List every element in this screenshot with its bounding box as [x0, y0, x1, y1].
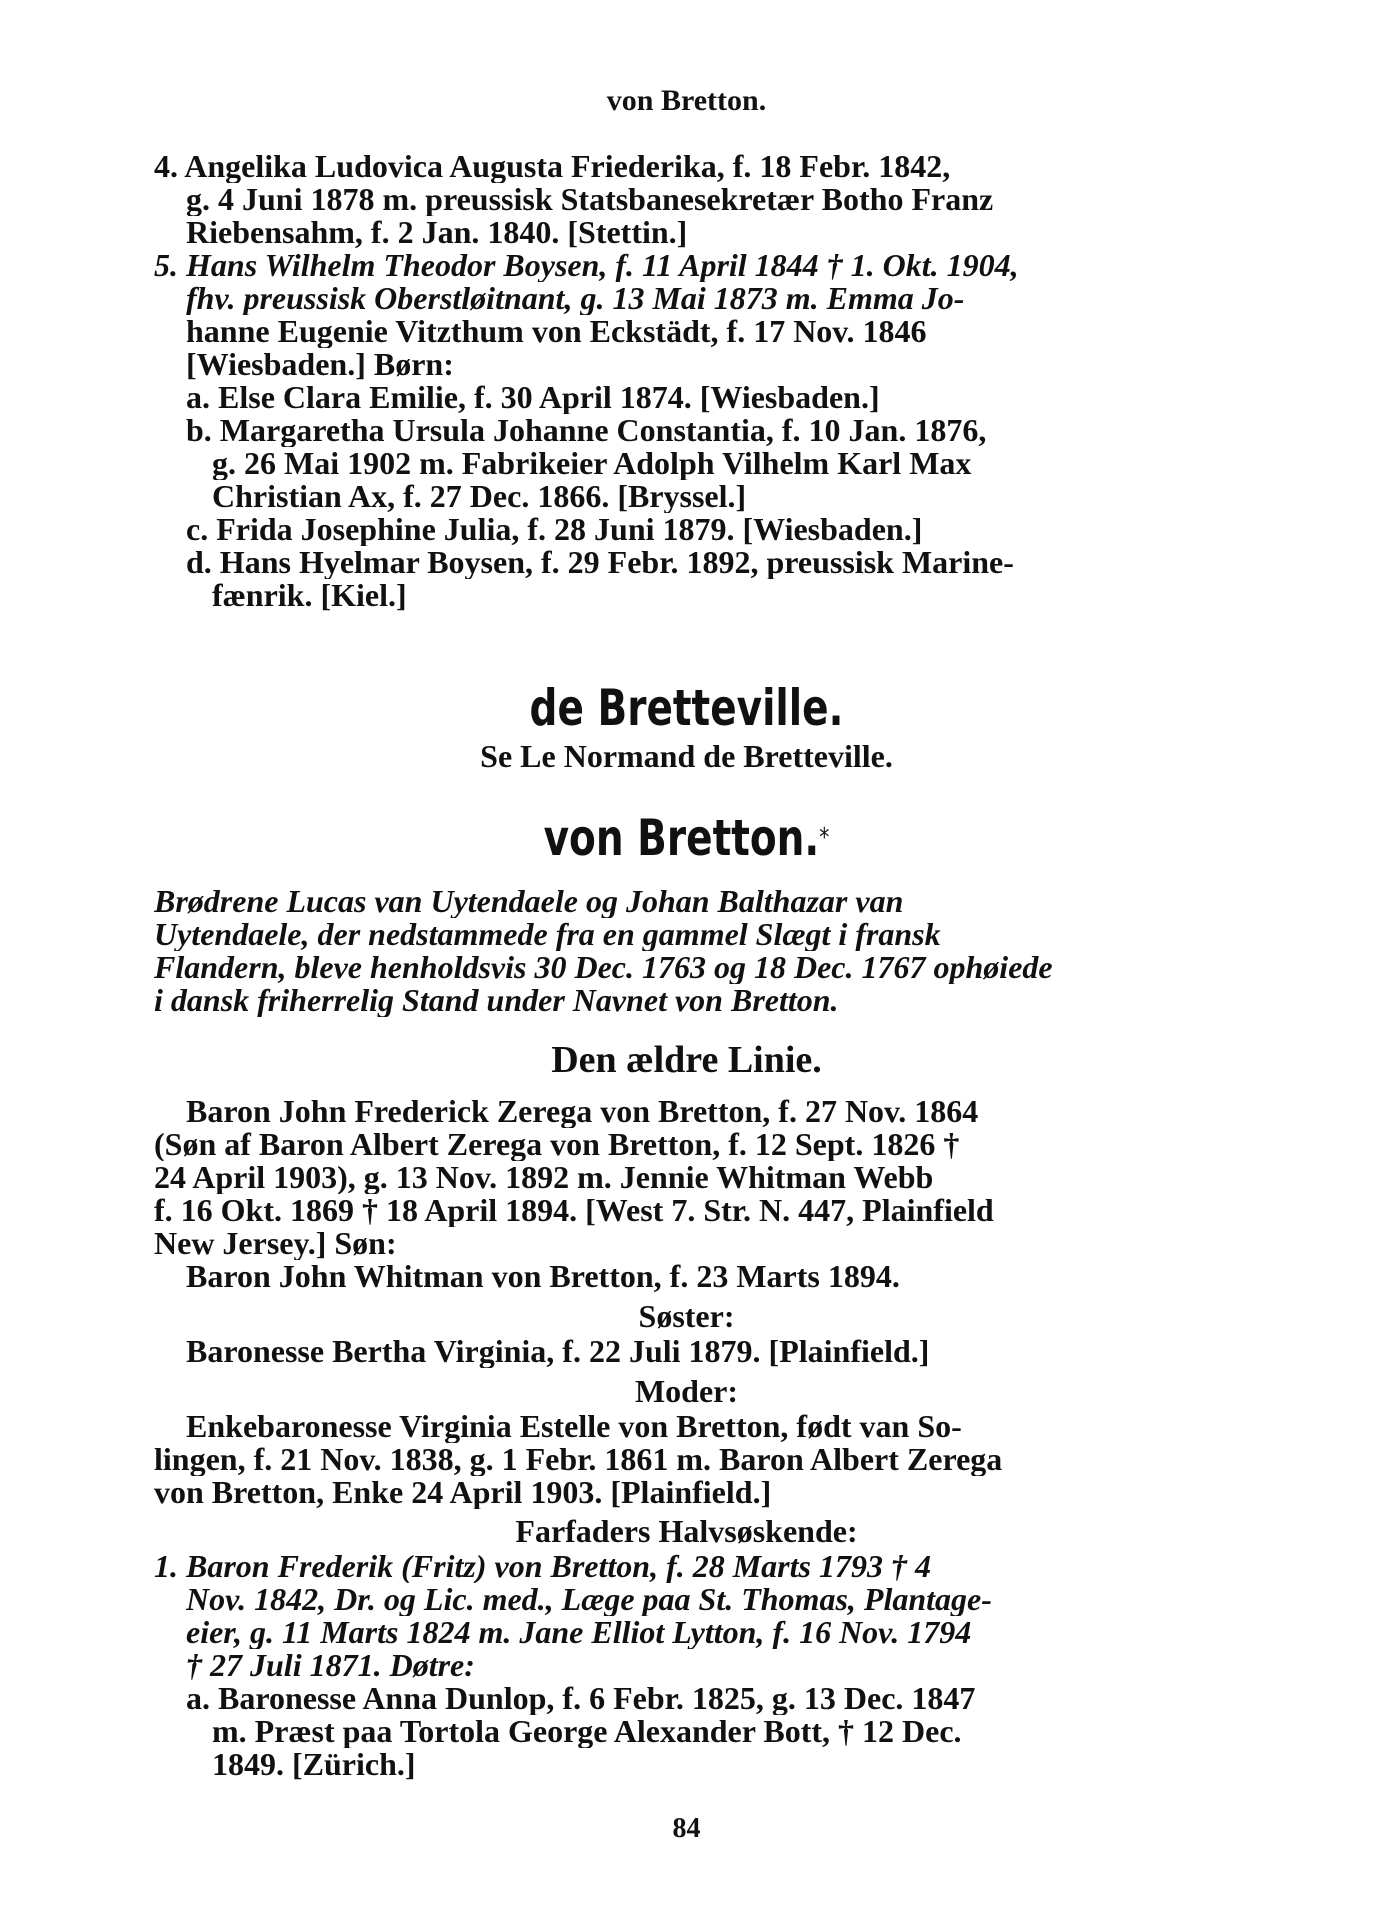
section-title-von-bretton — [151, 810, 1222, 866]
entry-line: g. 4 Juni 1878 m. preussisk Statsbanesekretær Botho Franz — [186, 183, 994, 216]
footnote-mark: * — [819, 823, 830, 853]
entry-line: 4. Angelika Ludovica Augusta Friederika, f. 18 Febr. 1842, — [154, 150, 951, 183]
sister-heading: Søster: — [638, 1300, 735, 1333]
running-header: von Bretton. — [606, 84, 767, 117]
entry-line: hanne Eugenie Vitzthum von Eckstädt, f. 17 Nov. 1846 — [186, 315, 927, 348]
entry-line: a. Else Clara Emilie, f. 30 April 1874. [Wiesbaden.] — [186, 381, 880, 414]
entry-line: Enkebaronesse Virginia Estelle von Bretton, født van So- — [186, 1410, 962, 1443]
entry-line: fhv. preussisk Oberstløitnant, g. 13 Mai 1873 m. Emma Jo- — [186, 282, 965, 315]
entry-line: Christian Ax, f. 27 Dec. 1866. [Bryssel.] — [212, 480, 747, 513]
entry-line: Baronesse Bertha Virginia, f. 22 Juli 1879. [Plainfield.] — [186, 1335, 930, 1368]
entry-line: g. 26 Mai 1902 m. Fabrikeier Adolph Vilhelm Karl Max — [212, 447, 972, 480]
entry-line: 5. Hans Wilhelm Theodor Boysen, f. 11 April 1844 † 1. Okt. 1904, — [154, 249, 1019, 282]
entry-line: (Søn af Baron Albert Zerega von Bretton, f. 12 Sept. 1826 † — [154, 1128, 960, 1161]
entry-line: f. 16 Okt. 1869 † 18 April 1894. [West 7. Str. N. 447, Plainfield — [154, 1194, 994, 1227]
entry-line: a. Baronesse Anna Dunlop, f. 6 Febr. 1825, g. 13 Dec. 1847 — [186, 1682, 976, 1715]
half-siblings-heading: Farfaders Halvsøskende: — [515, 1515, 858, 1548]
intro-line: Uytendaele, der nedstammede fra en gammel Slægt i fransk — [154, 918, 941, 951]
entry-line: Riebensahm, f. 2 Jan. 1840. [Stettin.] — [186, 216, 688, 249]
entry-line: b. Margaretha Ursula Johanne Constantia, f. 10 Jan. 1876, — [186, 414, 987, 447]
entry-line: lingen, f. 21 Nov. 1838, g. 1 Febr. 1861 m. Baron Albert Zerega — [154, 1443, 1003, 1476]
intro-line: Flandern, bleve henholdsvis 30 Dec. 1763 og 18 Dec. 1767 ophøiede — [154, 951, 1053, 984]
section-title-de-bretteville: de Bretteville. — [529, 680, 844, 736]
entry-line: m. Præst paa Tortola George Alexander Bott, † 12 Dec. — [212, 1715, 962, 1748]
entry-line: d. Hans Hyelmar Boysen, f. 29 Febr. 1892, preussisk Marine- — [186, 546, 1014, 579]
section-title-text: von Bretton. — [543, 810, 820, 866]
mother-heading: Moder: — [634, 1375, 739, 1408]
entry-line: von Bretton, Enke 24 April 1903. [Plainfield.] — [154, 1476, 772, 1509]
entry-line: Baron John Frederick Zerega von Bretton, f. 27 Nov. 1864 — [186, 1095, 979, 1128]
entry-line: Nov. 1842, Dr. og Lic. med., Læge paa St. Thomas, Plantage- — [186, 1583, 992, 1616]
cross-reference: Se Le Normand de Bretteville. — [480, 740, 893, 773]
entry-line: 24 April 1903), g. 13 Nov. 1892 m. Jennie Whitman Webb — [154, 1161, 934, 1194]
entry-line: New Jersey.] Søn: — [154, 1227, 397, 1260]
entry-line: 1. Baron Frederik (Fritz) von Bretton, f. 28 Marts 1793 † 4 — [154, 1550, 931, 1583]
entry-line: fænrik. [Kiel.] — [212, 579, 407, 612]
page-number: 84 — [672, 1813, 701, 1844]
entry-line: eier, g. 11 Marts 1824 m. Jane Elliot Lytton, f. 16 Nov. 1794 — [186, 1616, 972, 1649]
entry-line: [Wiesbaden.] Børn: — [186, 348, 454, 381]
intro-line: Brødrene Lucas van Uytendaele og Johan Balthazar van — [154, 885, 904, 918]
entry-line: † 27 Juli 1871. Døtre: — [186, 1649, 475, 1682]
entry-line: 1849. [Zürich.] — [212, 1748, 416, 1781]
entry-line: Baron John Whitman von Bretton, f. 23 Marts 1894. — [186, 1260, 900, 1293]
subsection-title: Den ældre Linie. — [551, 1040, 822, 1080]
entry-line: c. Frida Josephine Julia, f. 28 Juni 1879. [Wiesbaden.] — [186, 513, 923, 546]
intro-line: i dansk friherrelig Stand under Navnet von Bretton. — [154, 984, 839, 1017]
